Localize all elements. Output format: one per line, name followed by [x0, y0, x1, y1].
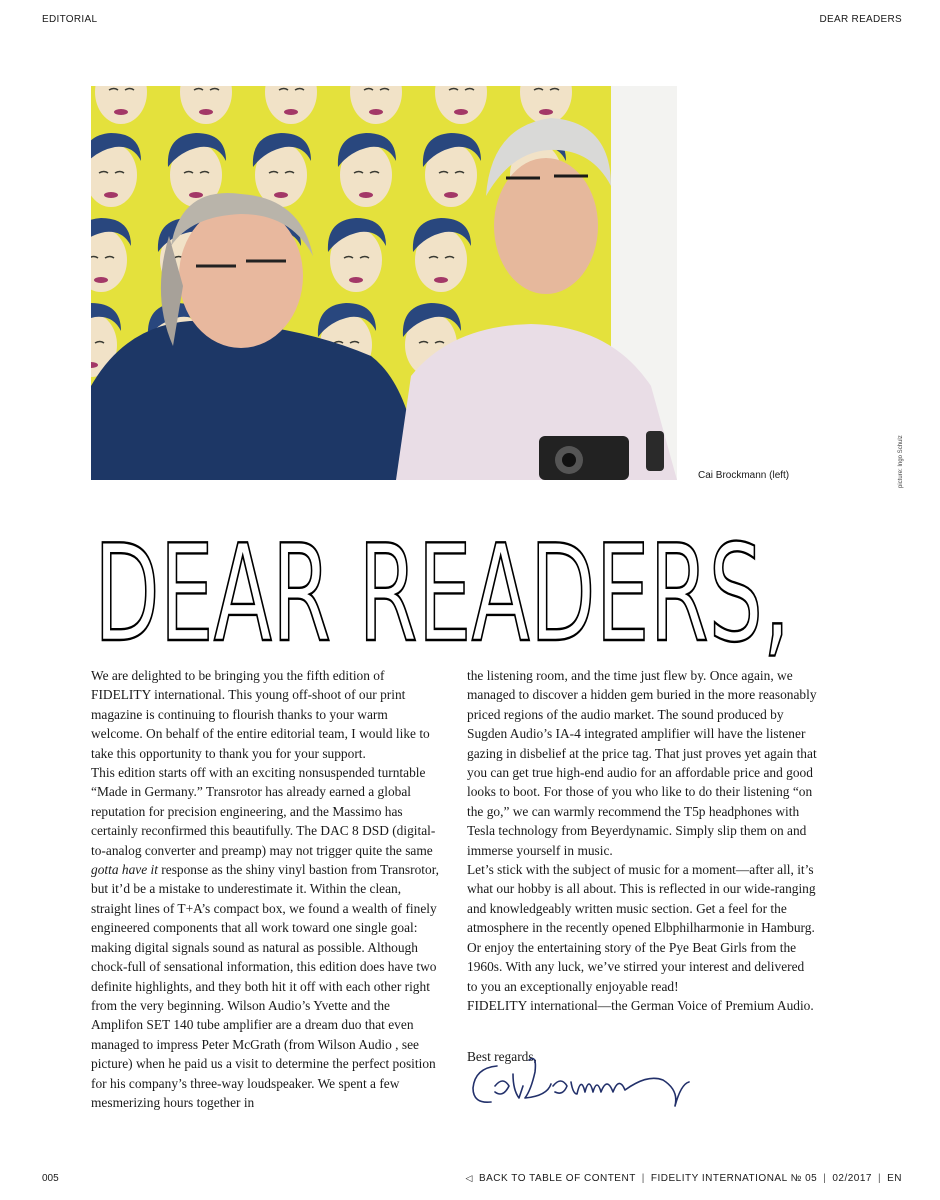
separator: | [877, 1173, 882, 1184]
magazine-issue: FIDELITY INTERNATIONAL № 05 [650, 1173, 818, 1184]
headline-text: DEAR READERS, [94, 530, 790, 660]
signature-block [467, 1046, 707, 1118]
section-label: EDITORIAL [42, 14, 98, 25]
language-code[interactable]: EN [887, 1173, 902, 1184]
paragraph: FIDELITY international—the German Voice of Premium Audio. [467, 997, 814, 1013]
closing-text: Best regards, [467, 1049, 537, 1064]
signature [467, 1046, 707, 1118]
headline [94, 530, 854, 660]
footer-nav [466, 1173, 902, 1184]
photo-credit [896, 420, 910, 490]
body-column-1 [91, 666, 441, 1112]
paragraph-part: response as the shiny vinyl bastion from Transrotor, but it’d be a mistake to underestimate it. Within the clean, straight lines of T+A’s compact box, we found a wealth of finely engineered components that all work toward one single goal: making digital signals sound as natural as possible. Although chock-full of sensational information, this edition does have two definite highlights, and they both hit it off with each other right from the very beginning. Wilson Audio’s Yvette and the Amplifon SET 140 tube amplifier are a dream duo that even managed to impress Peter McGrath (from Wilson Audio , see picture) when he paid us a visit to determine the perfect position for his company’s three-way loudspeaker. We spent a few mesmerizing hours together in [91, 862, 439, 1110]
paragraph-part: This edition starts off with an exciting nonsuspended turntable “Made in Germany.” Transrotor has already earned a global reputation for precision engineering, and the Massimo has certainly reconfirmed this beautifully. The DAC 8 DSD (digital-to-analog converter and preamp) may not trigger quite the same [91, 765, 436, 858]
back-to-toc-link[interactable]: BACK TO TABLE OF CONTENT [478, 1173, 636, 1184]
separator: | [641, 1173, 645, 1184]
paragraph: We are delighted to be bringing you the fifth edition of FIDELITY international. This young off-shoot of our print magazine is continuing to flourish thanks to your warm welcome. On behalf of the entire editorial team, I would like to take this opportunity to thank you for your support. [91, 668, 430, 761]
paragraph: the listening room, and the time just flew by. Once again, we managed to discover a hidden gem buried in the more reasonably priced regions of the audio market. The sound produced by Sugden Audio’s IA-4 integrated amplifier will have the listener gazing in disbelief at the price tag. That just proves yet again that you can get true high-end audio for an affordable price and good looks to boot. For those of you who like to do their listening “on the go,” we can warmly recommend the T5p headphones with Tesla technology from Beyerdynamic. Simply slip them on and immerse yourself in music. [467, 668, 817, 858]
paragraph [91, 763, 441, 1112]
body-column-2 [467, 666, 817, 1015]
page-number: 005 [42, 1173, 59, 1184]
separator: | [823, 1173, 827, 1184]
page-topic-label: DEAR READERS [819, 14, 902, 25]
photo-credit-text: picture: Ingo Schulz [898, 435, 904, 488]
photo-caption: Cai Brockmann (left) [698, 470, 790, 481]
paragraph: Let’s stick with the subject of music for a moment—after all, it’s what our hobby is all about. This is reflected in our wide-ranging and knowledgeably written music section. Get a feel for the atmosphere in the recently opened Elbphilharmonie in Hamburg. Or enjoy the entertaining story of the Pye Beat Girls from the 1960s. With any luck, we’ve stirred your interest and delivered to you an exceptionally enjoyable read! [467, 862, 816, 994]
emphasis-text: gotta have it [91, 862, 158, 878]
editorial-photo [91, 86, 677, 480]
back-arrow-icon[interactable]: ◁ [465, 1173, 473, 1183]
issue-date: 02/2017 [832, 1173, 872, 1184]
